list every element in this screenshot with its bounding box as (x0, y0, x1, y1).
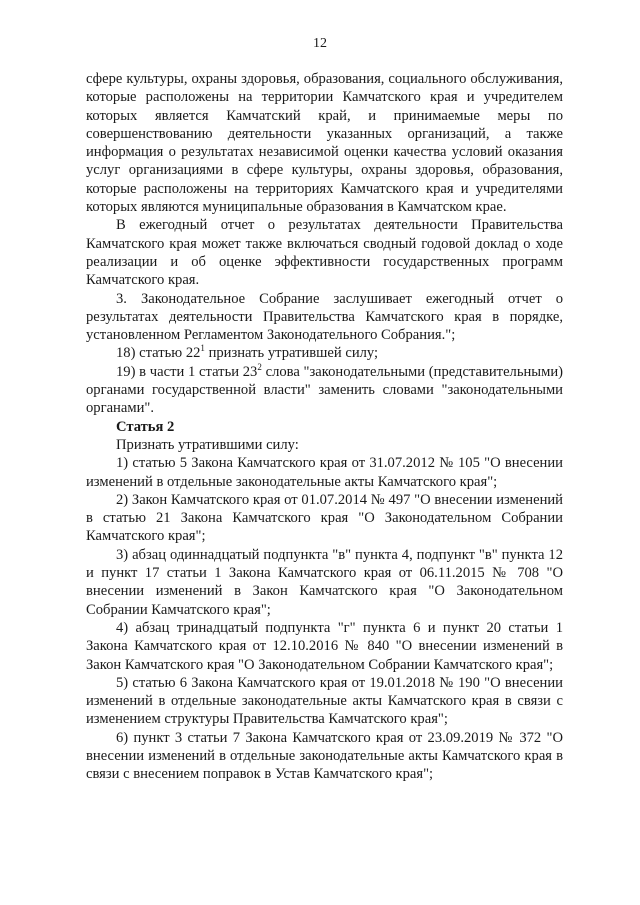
item-18-rest: признать утратившей силу; (204, 345, 379, 362)
article-2-heading: Статья 2 (116, 418, 175, 435)
article-2-item: 4) абзац тринадцатый подпункта "г" пункта 6 и пункт 20 статьи 1 Закона Камчатского края от 12.10.2016 № 840 "О внесении изменений в Закон Камчатского края "О Законодательном Собрании Камчатского края"; (86, 619, 563, 673)
item-19 (86, 363, 563, 418)
article-2-item: 1) статью 5 Закона Камчатского края от 31.07.2012 № 105 "О внесении изменений в отдельные законодательные акты Камчатского края"; (86, 455, 563, 490)
item-19-text: 19) в части 1 статьи 23 (116, 363, 258, 380)
item-18 (86, 344, 563, 362)
item-19-rest: слова "законодательными (представительными) органами государственной власти" заменить словами "законодательными органами". (86, 363, 563, 417)
paragraph-hearing: 3. Законодательное Собрание заслушивает ежегодный отчет о результатах деятельности Правительства Камчатского края в порядке, установленном Регламентом Законодательного Собрания."; (86, 290, 563, 344)
article-2-item: 3) абзац одиннадцатый подпункта "в" пункта 4, подпункт "в" пункта 12 и пункт 17 статьи 1 Закона Камчатского края от 06.11.2015 № 708 "О внесении изменений в Закон Камчатского края "О Законодательном Собрании Камчатского края"; (86, 546, 563, 618)
article-2-intro: Признать утратившими силу: (116, 436, 299, 453)
page-number: 12 (313, 36, 327, 51)
article-2-item: 2) Закон Камчатского края от 01.07.2014 № 497 "О внесении изменений в статью 21 Закона Камчатского края "О Законодательном Собрании Камчатского края"; (86, 491, 563, 545)
article-2-item: 5) статью 6 Закона Камчатского края от 19.01.2018 № 190 "О внесении изменений в отдельные законодательные акты Камчатского края в связи с изменением структуры Правительства Камчатского края"; (86, 674, 563, 728)
paragraph-annual-report: В ежегодный отчет о результатах деятельности Правительства Камчатского края может также включаться сводный годовой доклад о ходе реализации и об оценке эффективности государственных программ Камчатского края. (86, 217, 563, 289)
item-18-superscript: 1 (200, 343, 205, 354)
paragraph-continuation: сфере культуры, охраны здоровья, образования, социального обслуживания, которые расположены на территории Камчатского края и учредителем которых является Камчатский край, и принимаемые меры по совершенствованию деятельности указанных организаций, а также информация о результатах независимой оценки качества условий оказания услуг организациями в сфере культуры, охраны здоровья, образования, которые расположены на территориях Камчатского края и учредителями которых являются муниципальные образования в Камчатском крае. (86, 71, 563, 216)
article-2-item: 6) пункт 3 статьи 7 Закона Камчатского края от 23.09.2019 № 372 "О внесении изменений в отдельные законодательные акты Камчатского края в связи с внесением поправок в Устав Камчатского края"; (86, 729, 563, 783)
item-18-text: 18) статью 22 (116, 345, 201, 362)
item-19-superscript: 2 (257, 361, 262, 372)
document-body (86, 70, 563, 784)
